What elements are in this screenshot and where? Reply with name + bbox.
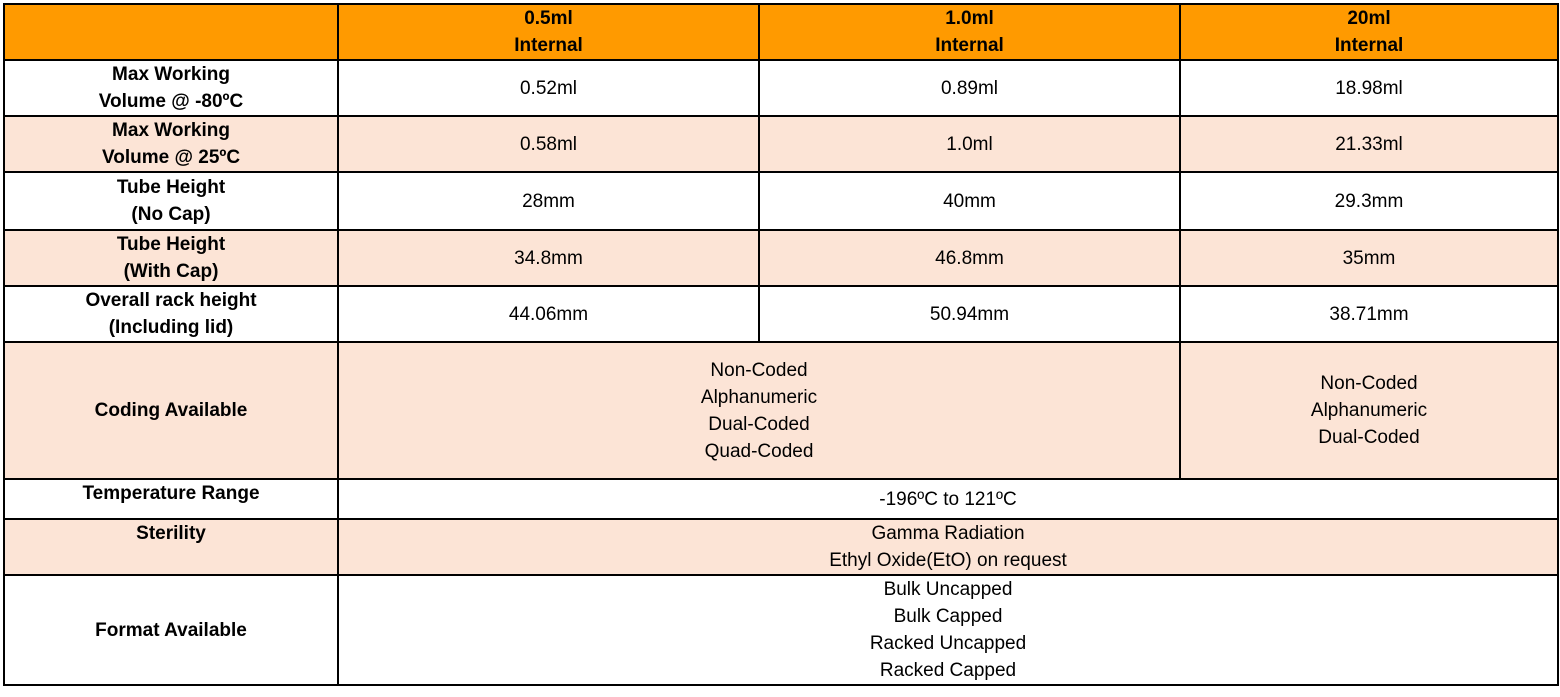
list-item: Non-Coded bbox=[1320, 373, 1418, 394]
header-type: Internal bbox=[1334, 35, 1404, 56]
coding-20ml-cell bbox=[1180, 342, 1558, 479]
row-label-line: Max Working bbox=[112, 64, 230, 85]
row-max-working-volume-25 bbox=[4, 116, 1558, 172]
row-temperature-range bbox=[4, 479, 1558, 519]
row-label bbox=[4, 116, 338, 172]
coding-merged-cell bbox=[338, 342, 1180, 479]
header-col-0-5ml bbox=[338, 4, 759, 60]
temperature-range-cell: -196ºC to 121ºC bbox=[338, 479, 1558, 519]
list-item: Non-Coded bbox=[710, 359, 808, 381]
header-col-20ml bbox=[1180, 4, 1558, 60]
row-overall-rack-height bbox=[4, 286, 1558, 342]
row-label-line: (No Cap) bbox=[131, 204, 211, 225]
row-label: Format Available bbox=[4, 575, 338, 685]
table-cell: 0.58ml bbox=[338, 116, 759, 172]
header-size: 0.5ml bbox=[524, 8, 573, 29]
table-cell: 50.94mm bbox=[759, 286, 1180, 342]
table-cell: 29.3mm bbox=[1180, 172, 1558, 230]
row-label bbox=[4, 172, 338, 230]
header-size: 1.0ml bbox=[945, 8, 994, 29]
list-item: Racked Uncapped bbox=[869, 633, 1027, 654]
list-item: Bulk Capped bbox=[893, 606, 1003, 627]
list-item: Dual-Coded bbox=[1318, 427, 1420, 448]
list-item: Alphanumeric bbox=[1310, 400, 1428, 421]
row-label bbox=[4, 60, 338, 116]
row-label-line: Overall rack height bbox=[85, 290, 257, 311]
row-label-line: Max Working bbox=[112, 120, 230, 141]
list-item: Gamma Radiation bbox=[871, 523, 1025, 544]
header-type: Internal bbox=[935, 35, 1004, 56]
row-label-line: Tube Height bbox=[116, 177, 226, 198]
list-item: Ethyl Oxide(EtO) on request bbox=[829, 550, 1067, 571]
row-label-line: (Including lid) bbox=[108, 317, 234, 338]
table-cell: 35mm bbox=[1180, 230, 1558, 286]
header-type: Internal bbox=[514, 35, 583, 56]
list-item: Bulk Uncapped bbox=[883, 579, 1013, 600]
list-item: Dual-Coded bbox=[708, 413, 810, 435]
header-corner-cell bbox=[4, 4, 338, 60]
row-label-line: Volume @ 25ºC bbox=[101, 147, 241, 168]
table-cell: 28mm bbox=[338, 172, 759, 230]
table-cell: 0.52ml bbox=[338, 60, 759, 116]
row-sterility bbox=[4, 519, 1558, 575]
row-coding-available bbox=[4, 342, 1558, 479]
header-size: 20ml bbox=[1347, 8, 1391, 29]
list-item: Alphanumeric bbox=[700, 386, 818, 408]
table-cell: 44.06mm bbox=[338, 286, 759, 342]
table-cell: 0.89ml bbox=[759, 60, 1180, 116]
table-cell: 40mm bbox=[759, 172, 1180, 230]
row-label: Temperature Range bbox=[4, 479, 338, 519]
spec-table bbox=[3, 3, 1559, 686]
table-cell: 34.8mm bbox=[338, 230, 759, 286]
table-cell: 38.71mm bbox=[1180, 286, 1558, 342]
row-label bbox=[4, 286, 338, 342]
header-col-1-0ml bbox=[759, 4, 1180, 60]
format-available-cell bbox=[338, 575, 1558, 685]
row-tube-height-with-cap bbox=[4, 230, 1558, 286]
row-label bbox=[4, 230, 338, 286]
header-row bbox=[4, 4, 1558, 60]
row-label: Coding Available bbox=[4, 342, 338, 479]
row-max-working-volume-minus80 bbox=[4, 60, 1558, 116]
row-format-available bbox=[4, 575, 1558, 685]
table-cell: 18.98ml bbox=[1180, 60, 1558, 116]
table-cell: 46.8mm bbox=[759, 230, 1180, 286]
sterility-cell bbox=[338, 519, 1558, 575]
row-label-line: Tube Height bbox=[116, 234, 226, 255]
table-cell: 21.33ml bbox=[1180, 116, 1558, 172]
table-cell: 1.0ml bbox=[759, 116, 1180, 172]
row-tube-height-no-cap bbox=[4, 172, 1558, 230]
row-label-line: Volume @ -80ºC bbox=[98, 91, 244, 112]
row-label-line: (With Cap) bbox=[123, 261, 219, 282]
row-label: Sterility bbox=[4, 519, 338, 575]
list-item: Racked Capped bbox=[879, 660, 1017, 681]
list-item: Quad-Coded bbox=[704, 440, 814, 462]
